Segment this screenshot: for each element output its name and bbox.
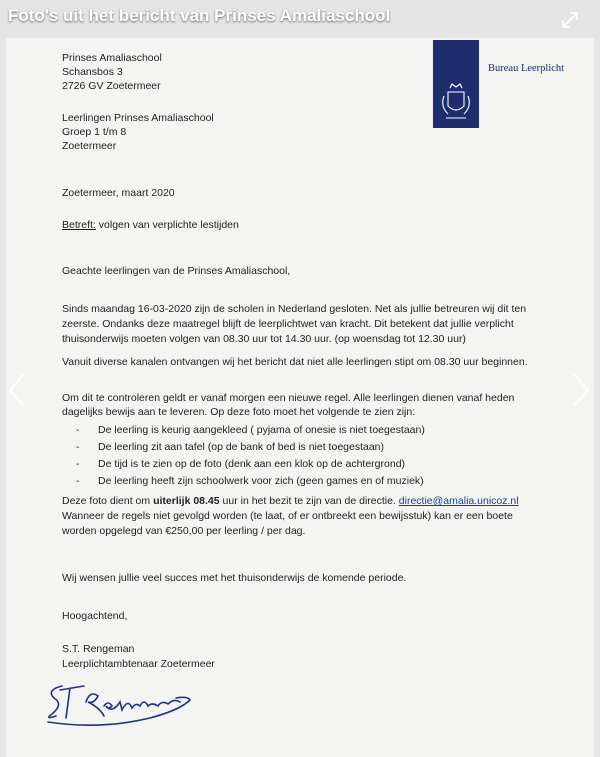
- recipient-line: Leerlingen Prinses Amaliaschool: [62, 112, 214, 124]
- paragraph-line: Wij wensen jullie veel succes met het thuisonderwijs de komende periode.: [62, 572, 407, 584]
- list-item: De tijd is te zien op de foto (denk aan een klok op de achtergrond): [98, 458, 406, 470]
- deadline-pre: Deze foto dient om: [62, 495, 154, 507]
- viewer-title: Foto's uit het bericht van Prinses Amaliaschool: [8, 6, 391, 25]
- paragraph-line: Sinds maandag 16-03-2020 zijn de scholen in Nederland gesloten. Net als jullie betreuren wij dit ten: [62, 303, 527, 315]
- list-item: De leerling is keurig aangekleed ( pyjama of onesie is niet toegestaan): [98, 424, 425, 436]
- closing: Hoogachtend,: [62, 610, 128, 622]
- deadline-line: [62, 495, 519, 508]
- list-item: De leerling zit aan tafel (op de bank of bed is niet toegestaan): [98, 441, 385, 453]
- list-bullet: -: [76, 458, 80, 470]
- sender-line: 2726 GV Zoetermeer: [62, 80, 161, 92]
- deadline-time: uiterlijk 08.45: [153, 495, 220, 507]
- email-link[interactable]: directie@amalia.unicoz.nl: [398, 495, 519, 507]
- brand-name: Bureau Leerplicht: [488, 63, 565, 74]
- paragraph-line: thuisonderwijs moeten volgen van 08.30 uur tot 14.30 uur. (op woensdag tot 12.30 uur): [62, 333, 466, 345]
- municipal-crest-icon: [426, 40, 506, 128]
- recipient-line: Groep 1 t/m 8: [62, 126, 127, 138]
- signer-title: Leerplichtambtenaar Zoetermeer: [62, 658, 215, 670]
- chevron-left-icon[interactable]: [6, 370, 28, 410]
- chevron-right-icon[interactable]: [570, 370, 592, 410]
- subject-label: Betreft:: [62, 219, 96, 231]
- paragraph-line: worden opgelegd van €250,00 per leerling / per dag.: [62, 525, 306, 537]
- deadline-post: uur in het bezit te zijn van de directie.: [219, 495, 399, 507]
- place-date: Zoetermeer, maart 2020: [62, 187, 175, 199]
- subject-text: volgen van verplichte lestijden: [98, 219, 239, 231]
- list-bullet: -: [76, 441, 80, 453]
- sender-line: Schansbos 3: [62, 66, 123, 78]
- paragraph-line: zeerste. Ondanks deze maatregel blijft de leerplichtwet van kracht. Dit betekent dat jullie verplicht: [62, 318, 514, 330]
- subject-line: [62, 219, 239, 232]
- handwritten-signature: [40, 672, 200, 732]
- greeting: Geachte leerlingen van de Prinses Amaliaschool,: [62, 265, 291, 277]
- sender-line: Prinses Amaliaschool: [62, 52, 162, 64]
- paragraph-line: dagelijks bewijs aan te leveren. Op deze foto moet het volgende te zien zijn:: [62, 406, 416, 418]
- list-item: De leerling heeft zijn schoolwerk voor zich (geen games en of muziek): [98, 475, 424, 487]
- recipient-line: Zoetermeer: [62, 140, 117, 152]
- signer-name: S.T. Rengeman: [62, 643, 135, 655]
- paragraph-line: Wanneer de regels niet gevolgd worden (te laat, of er ontbreekt een bewijsstuk) kan er een boete: [62, 510, 513, 522]
- expand-icon[interactable]: [560, 10, 580, 30]
- paragraph-line: Vanuit diverse kanalen ontvangen wij het bericht dat niet alle leerlingen stipt om 08.30 uur beginnen.: [62, 356, 528, 368]
- paragraph-line: Om dit te controleren geldt er vanaf morgen een nieuwe regel. Alle leerlingen dienen vanaf heden: [62, 392, 515, 404]
- list-bullet: -: [76, 424, 80, 436]
- list-bullet: -: [76, 475, 80, 487]
